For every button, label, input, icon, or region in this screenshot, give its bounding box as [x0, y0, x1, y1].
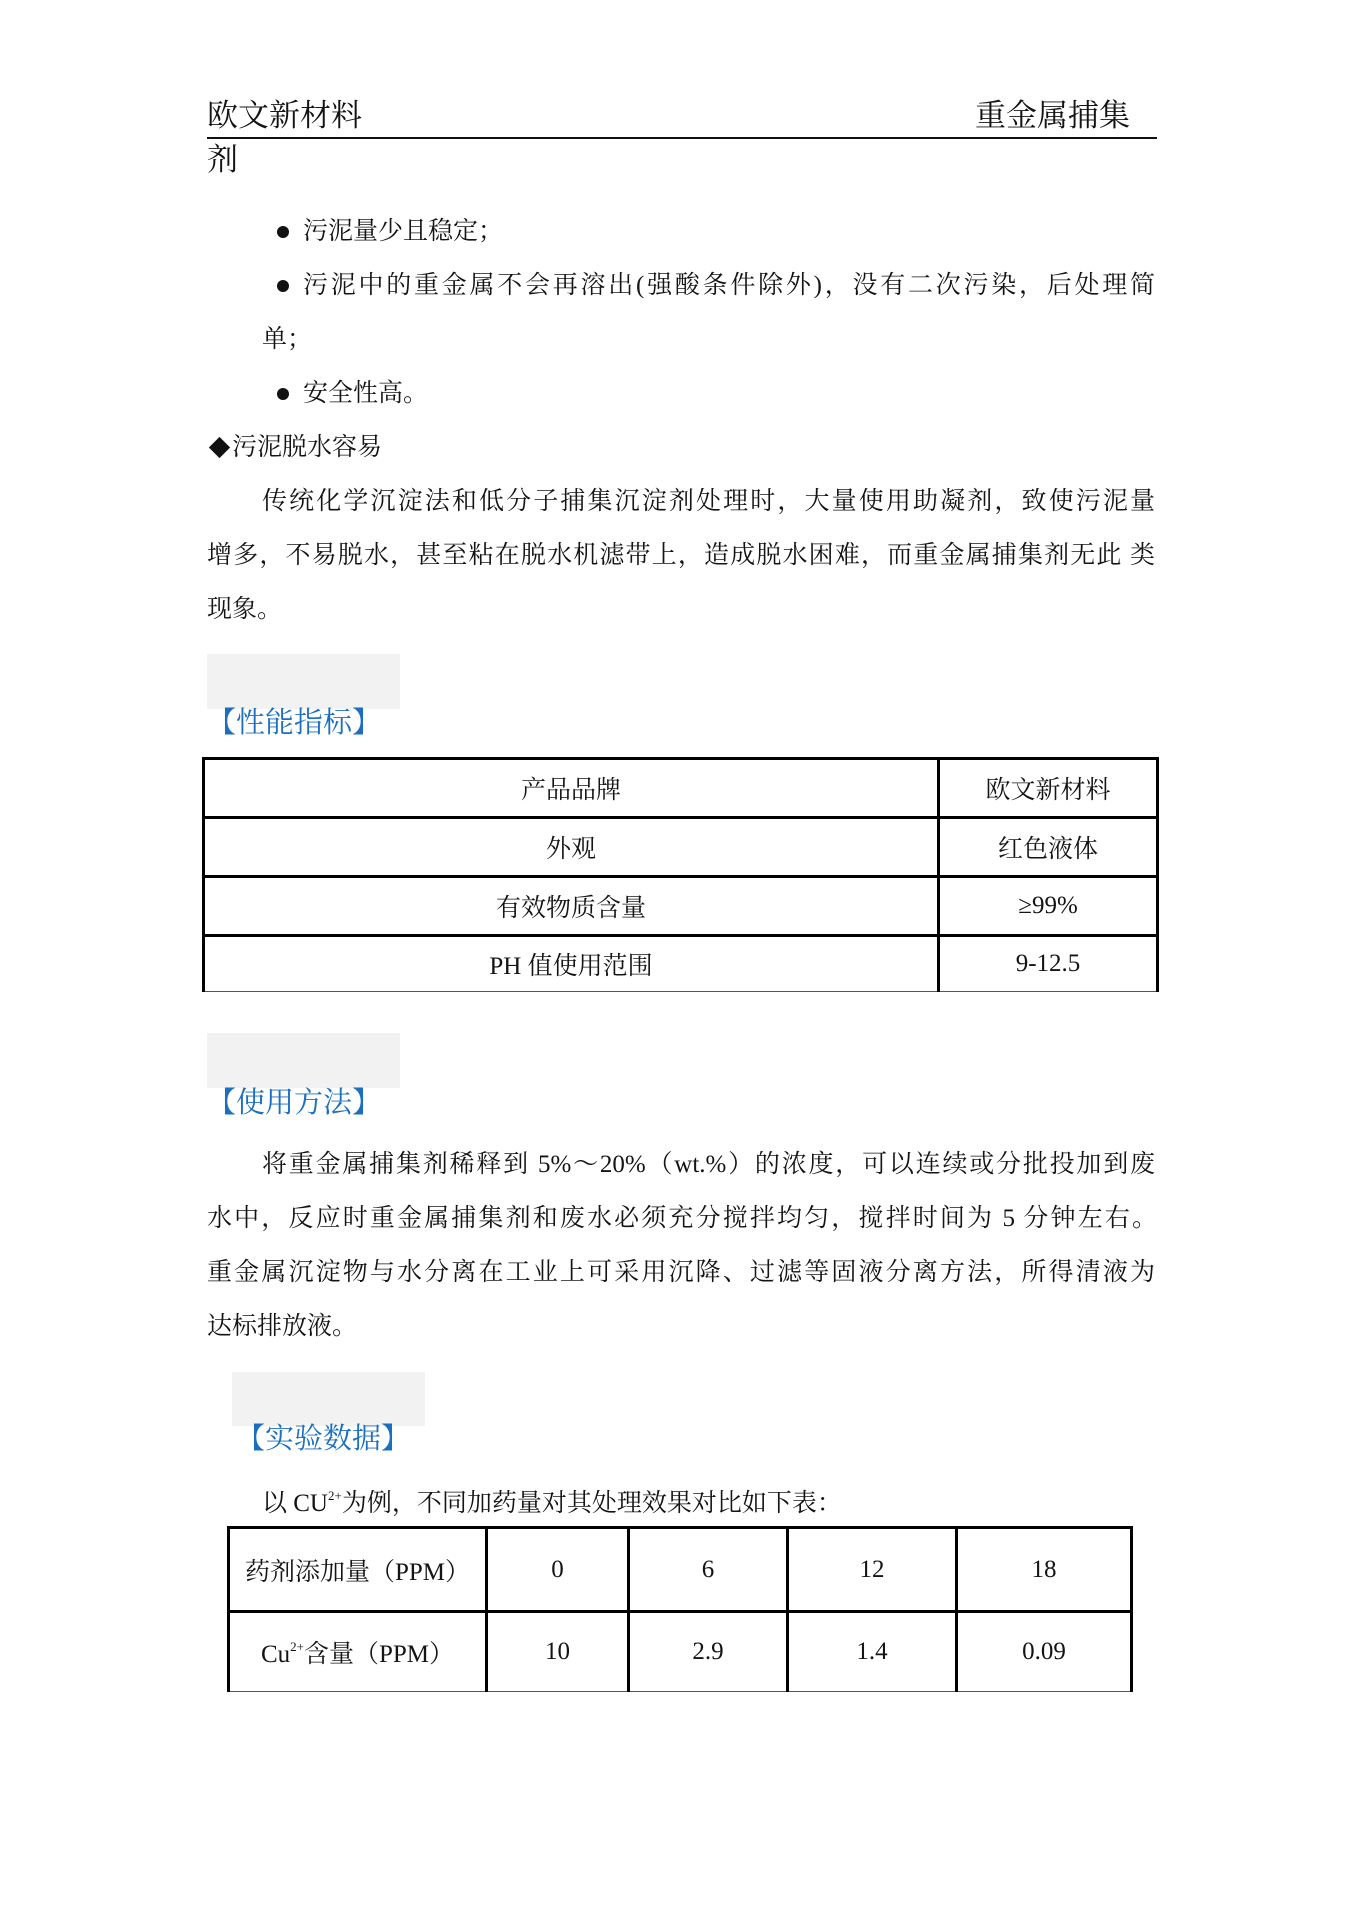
row-label-cu-content — [229, 1612, 487, 1692]
intro-text: 为例，不同加药量对其处理效果对比如下表： — [341, 1490, 842, 1517]
paragraph-line: 重金属沉淀物与水分离在工业上可采用沉降、过滤等固液分离方法，所得清液为 — [207, 1259, 1155, 1286]
table-row — [229, 1528, 1132, 1612]
cu-value: 2.9 — [629, 1612, 788, 1692]
table-row — [204, 759, 1158, 818]
features-block — [207, 205, 1157, 637]
spec-value: 红色液体 — [939, 818, 1158, 877]
label-superscript: 2+ — [290, 1639, 304, 1654]
intro-superscript: 2+ — [327, 1488, 342, 1503]
spec-label: 外观 — [204, 818, 939, 877]
paragraph-line: 水中，反应时重金属捕集剂和废水必须充分搅拌均匀，搅拌时间为 5 分钟左右。 — [207, 1205, 1157, 1232]
heading-background-box — [232, 1372, 425, 1426]
table-row — [204, 818, 1158, 877]
spec-table — [202, 757, 1159, 992]
heading-background-box — [207, 1033, 400, 1088]
label-text: 含量（PPM） — [303, 1641, 455, 1668]
header-company-name: 欧文新材料 — [207, 98, 362, 133]
header-product-title-wrap: 剂 — [207, 142, 238, 177]
section-heading-experiment: 【实验数据】 — [236, 1423, 411, 1455]
bullet-text-continued: 单； — [262, 326, 313, 353]
paragraph-line: 增多，不易脱水，甚至粘在脱水机滤带上，造成脱水困难，而重金属捕集剂无此 类 — [207, 542, 1155, 569]
section-heading-usage: 【使用方法】 — [207, 1087, 382, 1119]
spec-label: 产品品牌 — [204, 759, 939, 818]
spec-label: 有效物质含量 — [204, 877, 939, 936]
diamond-icon — [209, 437, 230, 458]
header-rule — [207, 137, 1157, 139]
section-heading-specs: 【性能指标】 — [207, 707, 382, 739]
table-row — [204, 877, 1158, 936]
paragraph-line: 传统化学沉淀法和低分子捕集沉淀剂处理时，大量使用助凝剂，致使污泥量 — [262, 488, 1155, 515]
label-text: Cu — [260, 1641, 291, 1668]
bullet-item — [207, 259, 1157, 313]
cu-value: 1.4 — [788, 1612, 957, 1692]
bullet-dot-icon — [277, 226, 289, 238]
dosage-value: 18 — [957, 1528, 1132, 1612]
paragraph-line: 达标排放液。 — [207, 1313, 358, 1340]
table-row — [204, 936, 1158, 992]
bullet-item — [207, 367, 1157, 421]
bullet-text: 污泥量少且稳定； — [303, 218, 504, 245]
row-label-dosage: 药剂添加量（PPM） — [229, 1528, 487, 1612]
table-row — [229, 1612, 1132, 1692]
bullet-text: 污泥中的重金属不会再溶出(强酸条件除外)，没有二次污染，后处理简 — [303, 272, 1155, 299]
spec-value: 9-12.5 — [939, 936, 1158, 992]
heading-background-box — [207, 654, 400, 709]
paragraph-line: 现象。 — [207, 596, 283, 623]
bullet-text: 安全性高。 — [303, 380, 429, 407]
dosage-value: 12 — [788, 1528, 957, 1612]
spec-value: ≥99% — [939, 877, 1158, 936]
intro-text: 以 CU — [262, 1490, 328, 1517]
spec-label: PH 值使用范围 — [204, 936, 939, 992]
dosage-value: 0 — [487, 1528, 629, 1612]
bullet-item — [207, 205, 1157, 259]
cu-value: 10 — [487, 1612, 629, 1692]
dosage-value: 6 — [629, 1528, 788, 1612]
bullet-dot-icon — [277, 280, 289, 292]
experiment-table — [227, 1526, 1133, 1692]
cu-value: 0.09 — [957, 1612, 1132, 1692]
spec-value: 欧文新材料 — [939, 759, 1158, 818]
subheading — [207, 421, 1157, 475]
subheading-text: 污泥脱水容易 — [232, 434, 383, 461]
header-product-title: 重金属捕集 — [975, 98, 1130, 133]
experiment-intro — [262, 1477, 842, 1531]
usage-paragraph — [207, 1138, 1157, 1354]
paragraph-line: 将重金属捕集剂稀释到 5%～20%（wt.%）的浓度，可以连续或分批投加到废 — [262, 1151, 1155, 1178]
bullet-dot-icon — [277, 388, 289, 400]
